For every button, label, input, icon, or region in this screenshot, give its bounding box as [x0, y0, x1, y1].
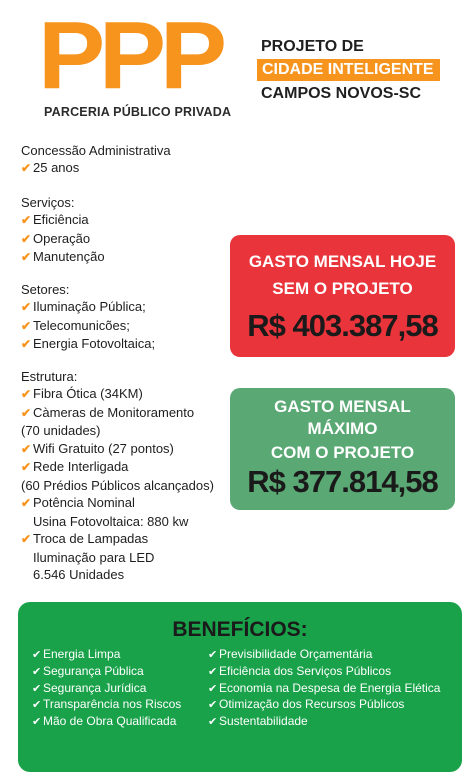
beneficio-label: Otimização dos Recursos Públicos	[219, 697, 405, 712]
list-item	[21, 494, 214, 513]
check-icon: ✔	[21, 532, 32, 546]
estrutura-item-label: Troca de Lampadas	[33, 531, 149, 546]
check-icon: ✔	[21, 337, 32, 351]
beneficio-label: Mão de Obra Qualificada	[43, 714, 177, 729]
beneficio-label: Energia Limpa	[43, 647, 121, 661]
check-icon: ✔	[21, 250, 32, 264]
check-icon: ✔	[21, 213, 32, 227]
check-icon: ✔	[21, 161, 32, 175]
list-item	[208, 697, 440, 714]
list-item	[208, 647, 440, 664]
gasto-projeto-line2: MÁXIMO	[307, 419, 378, 438]
gasto-projeto-value: R$ 377.814,58	[247, 464, 438, 499]
setores-list	[21, 298, 155, 354]
setores-title: Setores:	[21, 282, 70, 297]
gasto-hoje-line2: SEM O PROJETO	[272, 279, 413, 298]
beneficio-label: Sustentabilidade	[219, 714, 308, 729]
list-item	[21, 317, 155, 336]
check-icon: ✔	[32, 699, 42, 712]
setores-item-label: Iluminação Pública;	[33, 299, 146, 314]
list-item	[32, 664, 181, 681]
list-item	[21, 298, 155, 317]
check-icon: ✔	[208, 665, 218, 678]
concessao-title: Concessão Administrativa	[21, 143, 171, 158]
list-item	[21, 458, 214, 477]
estrutura-item-label: Potência Nominal	[33, 495, 135, 510]
servicos-item-label: Manutenção	[33, 249, 105, 264]
check-icon: ✔	[208, 699, 218, 712]
beneficio-label: Eficiência dos Serviços Públicos	[219, 663, 392, 678]
beneficio-label: Transparência nos Riscos	[43, 697, 182, 712]
ppp-logo: PPP	[38, 2, 221, 109]
list-item	[208, 681, 440, 698]
gasto-hoje-box	[230, 235, 455, 357]
setores-item-label: Energia Fotovoltaica;	[33, 336, 156, 351]
check-icon: ✔	[32, 649, 42, 661]
check-icon: ✔	[21, 496, 32, 510]
check-icon: ✔	[21, 318, 32, 333]
list-item	[32, 697, 181, 714]
estrutura-title: Estrutura:	[21, 369, 78, 384]
beneficios-right-list	[208, 647, 440, 731]
beneficio-label: Segurança Jurídica	[43, 680, 147, 695]
beneficio-label: Economia na Despesa de Energia Elética	[219, 680, 441, 695]
list-item	[21, 385, 214, 404]
list-item	[21, 248, 105, 267]
servicos-item-label: Operação	[33, 230, 91, 246]
estrutura-item-label: Fibra Ótica (34KM)	[33, 386, 143, 401]
gasto-projeto-line1: GASTO MENSAL	[274, 397, 411, 416]
servicos-list	[21, 211, 105, 267]
list-item	[21, 440, 214, 459]
list-item	[32, 714, 181, 731]
check-icon: ✔	[208, 649, 218, 661]
gasto-projeto-line3: COM O PROJETO	[270, 443, 415, 462]
estrutura-item-label: Wifi Gratuito (27 pontos)	[33, 440, 174, 456]
check-icon: ✔	[208, 716, 218, 729]
list-item-continuation: 6.546 Unidades	[33, 567, 125, 582]
beneficios-title: BENEFÍCIOS:	[172, 618, 308, 641]
list-item-continuation: (70 unidades)	[21, 423, 101, 438]
check-icon: ✔	[32, 665, 42, 678]
check-icon: ✔	[21, 300, 32, 314]
list-item-continuation: Iluminação para LED	[33, 549, 155, 565]
check-icon: ✔	[21, 231, 32, 246]
estrutura-list	[21, 385, 214, 584]
estrutura-item-label: Rede Interligada	[33, 459, 129, 474]
check-icon: ✔	[21, 387, 32, 401]
beneficio-label: Segurança Pública	[43, 663, 144, 678]
list-item	[21, 404, 214, 423]
list-item-continuation: Usina Fotovoltaica: 880 kw	[33, 513, 189, 529]
check-icon: ✔	[208, 682, 218, 695]
list-item	[32, 647, 181, 664]
list-item	[208, 664, 440, 681]
list-item	[21, 211, 105, 230]
list-item	[21, 335, 155, 354]
setores-item-label: Telecomunicões;	[33, 317, 130, 333]
check-icon: ✔	[21, 441, 32, 456]
gasto-projeto-box	[230, 388, 455, 510]
project-title-line3: CAMPOS NOVOS-SC	[261, 85, 422, 102]
beneficio-label: Previsibilidade Orçamentária	[219, 647, 373, 661]
list-item	[32, 681, 181, 698]
check-icon: ✔	[21, 460, 32, 474]
beneficios-left-list	[32, 647, 181, 731]
logo-subtitle: PARCERIA PÚBLICO PRIVADA	[44, 105, 232, 119]
servicos-item-label: Eficiência	[33, 212, 89, 227]
project-title-highlight: CIDADE INTELIGENTE	[257, 59, 440, 81]
list-item-continuation: (60 Prédios Públicos alcançados)	[21, 477, 214, 493]
list-item	[208, 714, 440, 731]
list-item	[21, 230, 105, 249]
check-icon: ✔	[32, 682, 42, 695]
concessao-value: 25 anos	[33, 160, 80, 175]
check-icon: ✔	[21, 405, 32, 420]
servicos-title: Serviços:	[21, 195, 75, 210]
estrutura-item-label: Càmeras de Monitoramento	[33, 404, 195, 420]
beneficios-panel	[18, 602, 462, 772]
project-title-line1: PROJETO DE	[261, 38, 364, 55]
list-item	[21, 530, 214, 549]
check-icon: ✔	[32, 716, 42, 729]
concessao-item	[21, 159, 79, 178]
gasto-hoje-value: R$ 403.387,58	[247, 308, 438, 343]
gasto-hoje-line1: GASTO MENSAL HOJE	[248, 252, 437, 271]
